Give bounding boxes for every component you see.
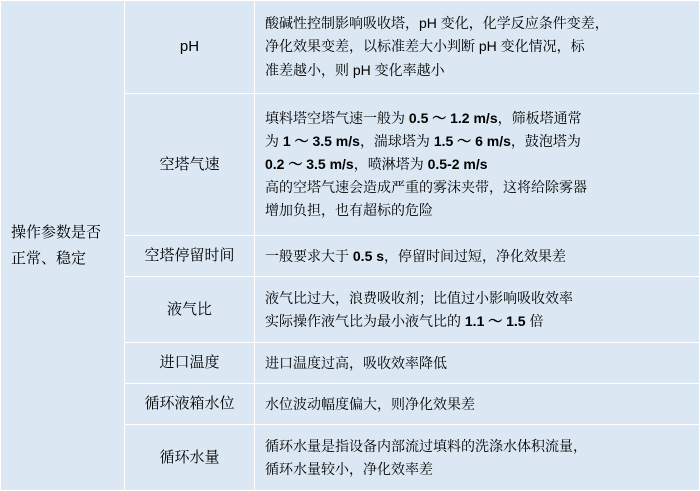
- desc-line: 水位波动幅度偏大，则净化效果差: [265, 395, 475, 412]
- desc-line: 进口温度过高，吸收效率降低: [265, 354, 447, 371]
- desc-line: 填料塔空塔气速一般为 0.5 ～ 1.2 m/s，筛板塔通常: [265, 110, 582, 127]
- table-row: [1, 1, 700, 94]
- param-name-residence-time: 空塔停留时间: [125, 236, 255, 277]
- param-name-circulating-water-flow: 循环水量: [125, 425, 255, 491]
- param-desc-superficial-gas-velocity: [255, 93, 700, 235]
- desc-line: 净化效果变差，以标准差大小判断 pH 变化情况，标: [265, 38, 585, 55]
- param-desc-circulation-tank-level: [255, 384, 700, 425]
- desc-line: 增加负担，也有超标的危险: [265, 202, 433, 219]
- param-name-ph: pH: [125, 1, 255, 94]
- desc-line: 循环水量较小，净化效率差: [265, 460, 433, 477]
- group-cell-operating-parameters: 操作参数是否正常、稳定: [1, 1, 125, 491]
- param-desc-circulating-water-flow: [255, 425, 700, 491]
- param-desc-liquid-gas-ratio: [255, 277, 700, 343]
- desc-line: 准差越小，则 pH 变化率越小: [265, 61, 445, 78]
- desc-line: 高的空塔气速会造成严重的雾沫夹带，这将给除雾器: [265, 179, 587, 196]
- table-body: [1, 1, 700, 491]
- desc-line: 0.2 ～ 3.5 m/s，喷淋塔为 0.5-2 m/s: [265, 156, 488, 173]
- desc-line: 实际操作液气比为最小液气比的 1.1 ～ 1.5 倍: [265, 312, 544, 329]
- desc-line: 循环水量是指设备内部流过填料的洗涤水体积流量，: [265, 437, 587, 454]
- param-desc-ph: [255, 1, 700, 94]
- desc-line: 一般要求大于 0.5 s，停留时间过短，净化效果差: [265, 247, 567, 264]
- desc-line: 液气比过大，浪费吸收剂；比值过小影响吸收效率: [265, 289, 573, 306]
- desc-line: 为 1 ～ 3.5 m/s，湍球塔为 1.5 ～ 6 m/s，鼓泡塔为: [265, 133, 581, 150]
- param-desc-inlet-temperature: [255, 343, 700, 384]
- param-name-superficial-gas-velocity: 空塔气速: [125, 93, 255, 235]
- param-name-liquid-gas-ratio: 液气比: [125, 277, 255, 343]
- param-name-inlet-temperature: 进口温度: [125, 343, 255, 384]
- param-name-circulation-tank-level: 循环液箱水位: [125, 384, 255, 425]
- param-desc-residence-time: [255, 236, 700, 277]
- desc-line: 酸碱性控制影响吸收塔，pH 变化，化学反应条件变差，: [265, 14, 609, 31]
